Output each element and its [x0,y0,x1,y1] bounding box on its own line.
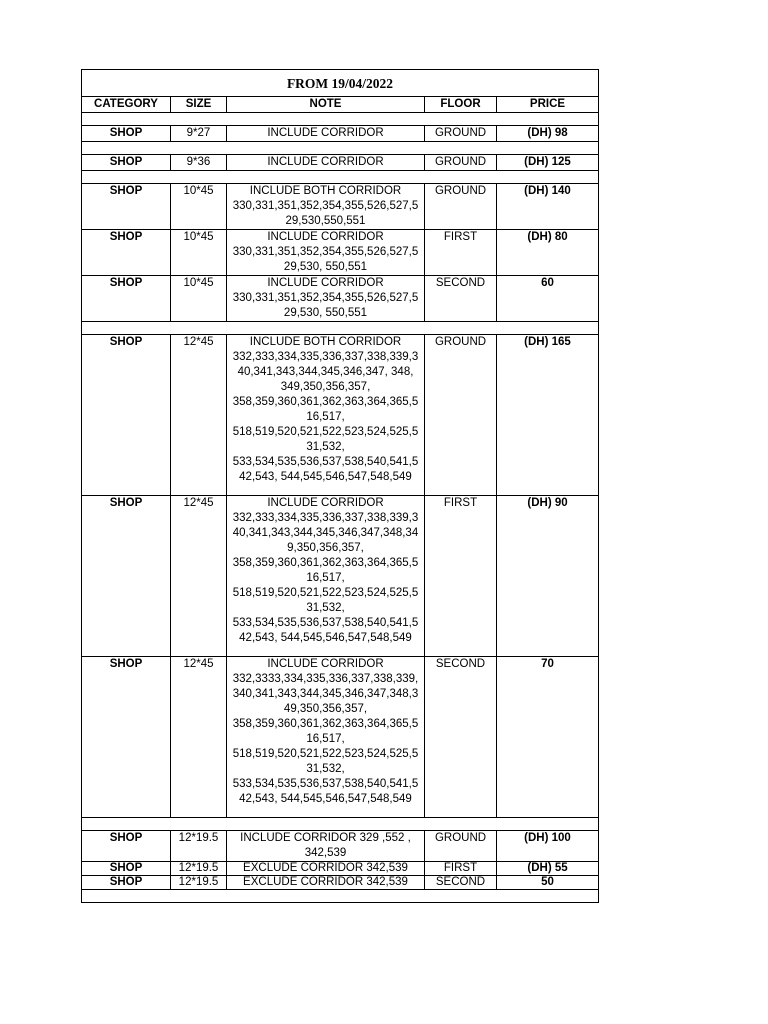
cell-category: SHOP [82,335,171,496]
cell-price: 50 [497,876,599,890]
cell-note [227,230,425,276]
cell-note [227,276,425,322]
cell-size: 12*45 [171,496,227,657]
cell-floor: FIRST [425,496,497,657]
cell-note [227,862,425,876]
cell-size: 10*45 [171,230,227,276]
spacer-row [82,113,599,126]
spacer-row [82,890,599,903]
price-table [81,69,599,903]
cell-note [227,496,425,657]
spacer-row [82,142,599,155]
cell-floor: GROUND [425,126,497,142]
note-text: EXCLUDE CORRIDOR 342,539 [243,876,408,888]
cell-note [227,184,425,230]
header-size: SIZE [171,97,227,113]
cell-price: (DH) 165 [497,335,599,496]
cell-floor: SECOND [425,276,497,322]
spacer-row [82,322,599,335]
table-row [82,335,599,496]
table-row [82,657,599,818]
cell-price: (DH) 125 [497,155,599,171]
note-text: INCLUDE CORRIDOR 329 ,552 , 342,539 [240,832,411,859]
cell-size: 12*45 [171,335,227,496]
cell-floor: GROUND [425,335,497,496]
cell-size: 12*45 [171,657,227,818]
cell-floor: SECOND [425,876,497,890]
cell-floor: GROUND [425,831,497,862]
note-text: INCLUDE BOTH CORRIDOR 332,333,334,335,336,337,338,339,3 40,341,343,344,345,346,347, 348, 349,350,356,357, 358,359,360,361,362,363,364,365,5 16,517, 518,519,520,521,522,523,524,525,5 31,532, 533,534,535,536,537,538,540,541,5 42,543, 544,545,546,547,548,549 [232,336,419,483]
table-row [82,276,599,322]
cell-floor: GROUND [425,184,497,230]
cell-floor: FIRST [425,862,497,876]
cell-size: 9*27 [171,126,227,142]
table-row [82,862,599,876]
cell-category: SHOP [82,155,171,171]
cell-price: (DH) 140 [497,184,599,230]
cell-note [227,126,425,142]
cell-price: (DH) 90 [497,496,599,657]
cell-category: SHOP [82,657,171,818]
cell-price: 70 [497,657,599,818]
table-row [82,496,599,657]
cell-size: 10*45 [171,276,227,322]
cell-note [227,335,425,496]
note-text: INCLUDE CORRIDOR 332,3333,334,335,336,337,338,339, 340,341,343,344,345,346,347,348,3 49,350,356,357, 358,359,360,361,362,363,364,365,5 16,517, 518,519,520,521,522,523,524,525,5 31,532, 533,534,535,536,537,538,540,541,5 42,543, 544,545,546,547,548,549 [232,658,419,805]
cell-size: 9*36 [171,155,227,171]
table-row [82,876,599,890]
header-note: NOTE [227,97,425,113]
table-row [82,230,599,276]
cell-category: SHOP [82,831,171,862]
cell-price: 60 [497,276,599,322]
cell-price: (DH) 98 [497,126,599,142]
cell-note [227,155,425,171]
note-text: INCLUDE CORRIDOR [267,127,384,139]
cell-note [227,876,425,890]
cell-price: (DH) 55 [497,862,599,876]
cell-category: SHOP [82,184,171,230]
cell-category: SHOP [82,230,171,276]
cell-category: SHOP [82,496,171,657]
header-floor: FLOOR [425,97,497,113]
cell-category: SHOP [82,862,171,876]
note-text: INCLUDE CORRIDOR [267,156,384,168]
cell-category: SHOP [82,276,171,322]
spacer-row [82,818,599,831]
table-row [82,126,599,142]
cell-category: SHOP [82,126,171,142]
cell-size: 10*45 [171,184,227,230]
note-text: INCLUDE BOTH CORRIDOR 330,331,351,352,354,355,526,527,5 29,530,550,551 [232,185,419,227]
table-title: FROM 19/04/2022 [82,70,599,97]
cell-size: 12*19.5 [171,862,227,876]
cell-floor: SECOND [425,657,497,818]
table-row [82,184,599,230]
spacer-row [82,171,599,184]
table-row [82,155,599,171]
table-row [82,831,599,862]
note-text: INCLUDE CORRIDOR 332,333,334,335,336,337,338,339,3 40,341,343,344,345,346,347,348,34 9,350,356,357, 358,359,360,361,362,363,364,365,5 16,517, 518,519,520,521,522,523,524,525,5 31,532, 533,534,535,536,537,538,540,541,5 42,543, 544,545,546,547,548,549 [232,497,419,644]
cell-size: 12*19.5 [171,831,227,862]
cell-price: (DH) 80 [497,230,599,276]
note-text: INCLUDE CORRIDOR 330,331,351,352,354,355,526,527,5 29,530, 550,551 [232,277,419,319]
cell-price: (DH) 100 [497,831,599,862]
header-price: PRICE [497,97,599,113]
cell-floor: FIRST [425,230,497,276]
cell-note [227,657,425,818]
header-category: CATEGORY [82,97,171,113]
cell-note [227,831,425,862]
cell-size: 12*19.5 [171,876,227,890]
note-text: INCLUDE CORRIDOR 330,331,351,352,354,355,526,527,5 29,530, 550,551 [232,231,419,273]
note-text: EXCLUDE CORRIDOR 342,539 [243,862,408,874]
cell-category: SHOP [82,876,171,890]
cell-floor: GROUND [425,155,497,171]
